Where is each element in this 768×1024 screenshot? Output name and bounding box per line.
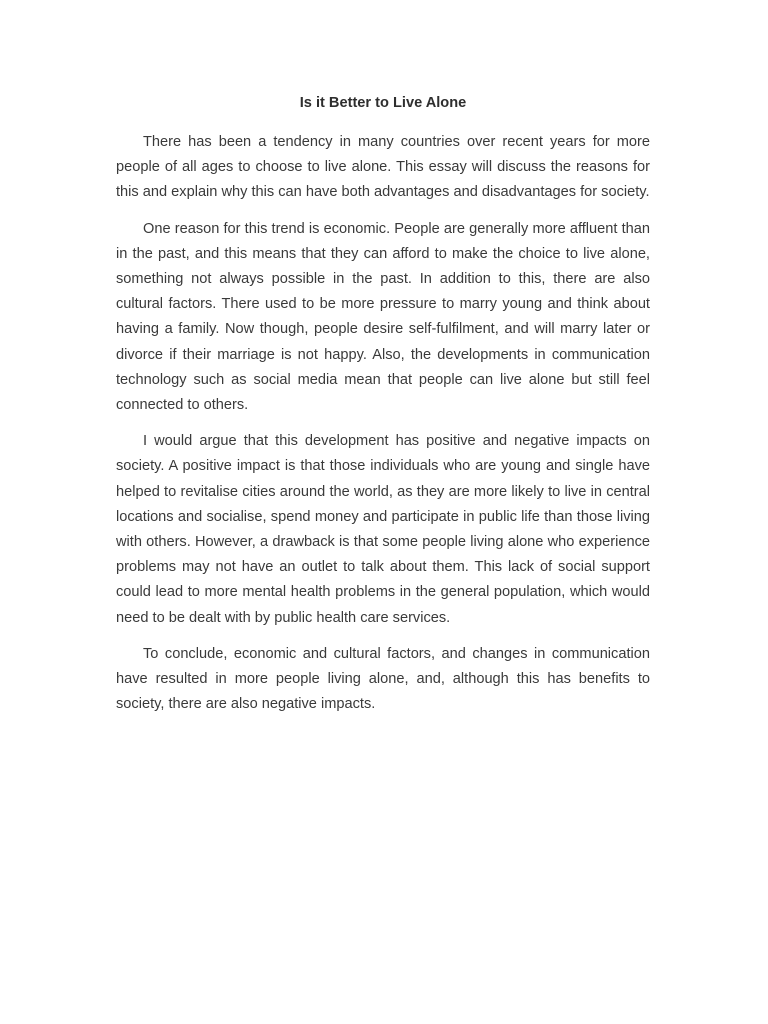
essay-paragraph-conclusion: To conclude, economic and cultural factors, and changes in communication have resulted in more people living alone, and, although this has benefits to society, there are also negative impacts. (116, 645, 650, 713)
essay-paragraph-reasons: One reason for this trend is economic. People are generally more affluent than in the past, and this means that they can afford to make the choice to live alone, something not always possible in the past. In addition to this, there are also cultural factors. There used to be more pressure to marry young and think about having a family. Now though, people desire self-fulfilment, and will marry later or divorce if their marriage is not happy. Also, the developments in communication technology such as social media mean that people can live alone but still feel connected to others. (116, 220, 650, 414)
essay-title: Is it Better to Live Alone (299, 95, 467, 111)
essay-paragraph-impacts: I would argue that this development has positive and negative impacts on society. A positive impact is that those individuals who are young and single have helped to revitalise cities around the world, as they are more likely to live in central locations and socialise, spend money and participate in public life than those living with others. However, a drawback is that some people living alone who experience problems may not have an outlet to talk about them. This lack of social support could lead to more mental health problems in the general population, which would need to be dealt with by public health care services. (116, 433, 650, 626)
essay-body (116, 93, 650, 728)
essay-paragraph-introduction: There has been a tendency in many countries over recent years for more people of all ages to choose to live alone. This essay will discuss the reasons for this and explain why this can have both advantages and disadvantages for society. (116, 134, 650, 201)
